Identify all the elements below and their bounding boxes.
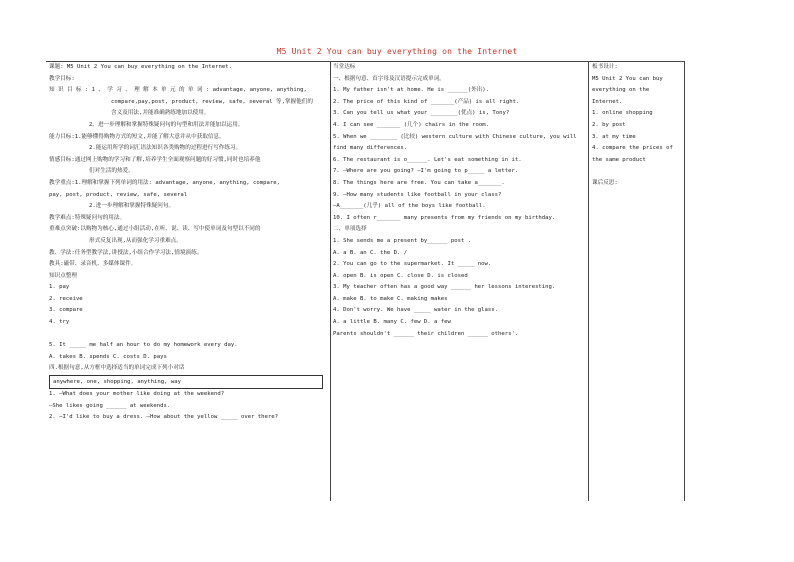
text-line: 4. I can see _______ (几个) chairs in the room. — [333, 121, 489, 128]
text-line: 知 识 目 标 : 1 、 学 习 、 理 解 本 单 元 的 单 词 : advantage, anyone, anything, — [49, 87, 307, 94]
text-line: 2、进一步理解和掌握特殊疑问句的句型和用法并能加以运用。 — [89, 121, 244, 128]
text-line: 含义及用法,并能准确熟练地加以使用。 — [111, 110, 210, 117]
section-heading: 一、根据句意、首字母及汉语提示完成单词。 — [333, 75, 445, 82]
text-line: 知识点整理 — [49, 272, 77, 279]
text-line: 1. online shopping — [592, 110, 653, 117]
text-line: 6. The restaurant is o______. Let's eat something in it. — [333, 156, 522, 163]
text-line: 课题: M5 Unit 2 You can buy everything on the Internet. — [49, 64, 232, 70]
text-line: 3. compare — [49, 307, 83, 314]
text-line: A. takes B. spends C. costs D. pays — [49, 353, 167, 360]
text-line: A. a B. an C. the D. / — [333, 249, 408, 256]
text-line: 1. My father isn't at home. He is ______(外出). — [333, 87, 489, 94]
text-line: Parents shouldn't ______ their children ______ others'. — [333, 330, 519, 337]
board-design-column — [592, 62, 684, 190]
text-line: 7. —Where are you going? —I'm going to p_____ a letter. — [333, 168, 519, 175]
text-line: —She likes going ______ at weekends. — [49, 402, 171, 409]
blank-line — [592, 166, 684, 178]
text-line: 1. She sends me a present by______ post . — [333, 237, 472, 244]
text-line: 4. try — [49, 319, 70, 326]
text-line: 3. Can you tell us what your ________(优点) is, Tony? — [333, 110, 510, 117]
text-line: 4. Don't worry. We have _____ water in the glass. — [333, 307, 499, 314]
page-title: M5 Unit 2 You can buy everything on the Internet — [276, 47, 518, 56]
text-line: A. make B. to make C. making makes — [333, 295, 448, 302]
text-line: 形式反复出现,从而强化学习重难点。 — [89, 237, 182, 244]
text-line: 5. It _____ me half an hour to do my homework every day. — [49, 342, 238, 349]
section-heading: 板书设计: — [592, 64, 618, 70]
text-line: 2. —I'd like to buy a dress. —How about the yellow _____ over there? — [49, 414, 279, 421]
text-line: 3. My teacher often has a good way ______ her lessons interesting. — [333, 284, 556, 291]
text-line: the same product — [592, 156, 646, 163]
text-line: 能力目标:1.能够懂得购物方式的短文,并能了解大意并从中获取信息。 — [49, 133, 225, 140]
blank-line — [49, 329, 329, 341]
text-line: 10. I often r_______ many presents from my friends on my birthday. — [333, 214, 556, 221]
section-heading: 当堂达标 — [333, 64, 356, 70]
text-line: 2. You can go to the supermarket. It _____ now. — [333, 261, 492, 268]
text-line: pay, post, product, review, safe, several — [49, 191, 188, 198]
section-heading: 二、单项选择 — [333, 226, 367, 233]
exercise-column — [333, 62, 585, 340]
text-line: 重难点突破:以购物为核心,通过小组活动,在听、说、读、写中使单词及句型以不同的 — [49, 226, 261, 233]
text-line: 2. by post — [592, 121, 626, 128]
text-line: —A_______(几乎) all of the boys like football. — [333, 203, 486, 210]
text-line: 们对生活的热爱。 — [89, 168, 134, 175]
word-bank-box: anywhere, one, shopping, anything, way — [49, 375, 323, 389]
text-line: everything on the — [592, 87, 650, 94]
column-divider-1 — [330, 61, 331, 501]
text-line: 四.根据句意,从方框中选择适当的单词完成下列小对话 — [49, 365, 185, 372]
text-line: 4. compare the prices of — [592, 145, 673, 152]
text-line: 2. The price of this kind of _______(产品) is all right. — [333, 98, 520, 105]
text-line: 情感目标:通过网上购物的学习和了解,培养学生全面观察问题的好习惯,同时也培养他 — [49, 156, 261, 163]
text-line: 教学重点:1.理解和掌握下列单词的用法: advantage, anyone, anything, compare, — [49, 179, 280, 186]
text-line: 教具:磁带、录音机、多媒体课件。 — [49, 261, 137, 268]
column-divider-2 — [588, 61, 589, 501]
right-border — [684, 61, 685, 501]
text-line: 教学目标: — [49, 75, 75, 82]
text-line: 3. at my time — [592, 133, 636, 140]
text-line: A. a little B. many C. few D. a few — [333, 319, 451, 326]
text-line: 1. pay — [49, 284, 70, 291]
text-line: 教、学法:任务型教学法,讲授法,小组合作学习法,情境演练。 — [49, 249, 203, 256]
text-line: A. open B. is open C. close D. is closed — [333, 272, 468, 279]
text-line: 9. —How many students like football in your class? — [333, 191, 502, 198]
text-line: find many differences. — [333, 145, 408, 152]
text-line: M5 Unit 2 You can buy — [592, 75, 663, 82]
text-line: 2. receive — [49, 295, 83, 302]
lesson-plan-column — [49, 62, 329, 424]
text-line: Internet. — [592, 98, 623, 105]
section-heading: 课后反思: — [592, 179, 618, 186]
text-line: 2.能运用所学的词汇语法知识各类购物的过程进行写作练习。 — [89, 145, 242, 152]
text-line: 教学难点:特殊疑问句的用法。 — [49, 214, 126, 221]
text-line: compare,pay,post, product, review, safe, several 等,掌握他们的 — [111, 98, 313, 105]
text-line: 2.进一步理解和掌握特殊疑问句。 — [89, 203, 175, 210]
text-line: 8. The things here are free. You can take a_______. — [333, 179, 505, 186]
text-line: 1. —What does your mother like doing at the weekend? — [49, 391, 225, 398]
text-line: 5. When we ________ (比较) western culture with Chinese culture, you will — [333, 133, 577, 140]
